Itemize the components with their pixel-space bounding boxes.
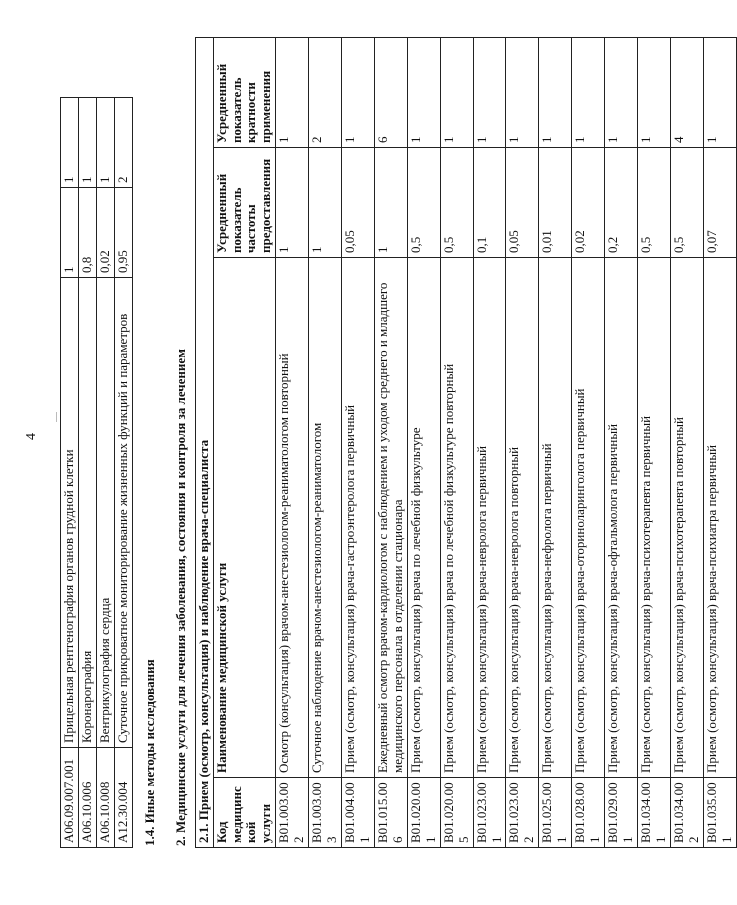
rotated-document <box>60 38 734 848</box>
section-2-heading: 2. Медицинские услуги для лечения заболевания, состояния и контроля за лечением <box>172 348 188 846</box>
cell-code: B01.023.001 <box>473 778 506 848</box>
cell-code: A06.10.008 <box>96 748 114 848</box>
cell-code: A12.30.004 <box>114 748 132 848</box>
cell-multiplicity: 1 <box>342 37 375 147</box>
cell-code: B01.025.001 <box>539 778 572 848</box>
cell-service-name: Прием (осмотр, консультация) врача-психотерапевта первичный <box>637 258 670 778</box>
cell-multiplicity: 2 <box>114 98 132 188</box>
page-number: 4 <box>24 433 39 440</box>
cell-code: B01.020.001 <box>407 778 440 848</box>
cell-service-name: Прием (осмотр, консультация) врача-оториноларинголога первичный <box>572 258 605 778</box>
table-main <box>195 37 737 848</box>
section-1-4-heading: 1.4. Иные методы исследования <box>141 659 157 846</box>
cell-frequency: 0,05 <box>342 148 375 258</box>
scan-mark <box>56 412 57 422</box>
table-row <box>407 37 440 847</box>
cell-multiplicity: 1 <box>703 37 736 147</box>
cell-service-name: Ежедневный осмотр врачом-кардиологом с наблюдением и уходом среднего и младшего медицинского персонала в отделении стационара <box>374 258 407 778</box>
cell-service-name: Вентрикулография сердца <box>96 278 114 748</box>
cell-frequency: 0,2 <box>605 148 638 258</box>
cell-frequency: 0,07 <box>703 148 736 258</box>
cell-frequency: 0,05 <box>506 148 539 258</box>
cell-service-name: Прием (осмотр, консультация) врача-невролога повторный <box>506 258 539 778</box>
cell-frequency: 1 <box>61 188 79 278</box>
cell-code: B01.003.002 <box>276 778 309 848</box>
cell-code: B01.028.001 <box>572 778 605 848</box>
cell-service-name: Прием (осмотр, консультация) врача-нефролога первичный <box>539 258 572 778</box>
cell-multiplicity: 1 <box>605 37 638 147</box>
cell-code: B01.029.001 <box>605 778 638 848</box>
cell-code: A06.10.006 <box>78 748 96 848</box>
header-multiplicity: Усредненный показатель кратности применения <box>213 37 276 147</box>
table-row <box>309 37 342 847</box>
table-row <box>670 37 703 847</box>
cell-multiplicity: 1 <box>506 37 539 147</box>
cell-multiplicity: 4 <box>670 37 703 147</box>
table-top <box>60 97 133 848</box>
table-row <box>440 37 473 847</box>
cell-frequency: 0,1 <box>473 148 506 258</box>
cell-service-name: Суточное прикроватное мониторирование жизненных функций и параметров <box>114 278 132 748</box>
cell-frequency: 0,95 <box>114 188 132 278</box>
table-row <box>473 37 506 847</box>
cell-multiplicity: 1 <box>78 98 96 188</box>
cell-service-name: Прием (осмотр, консультация) врача-гастроэнтеролога первичный <box>342 258 375 778</box>
cell-code: B01.020.005 <box>440 778 473 848</box>
section-2-1-row <box>195 37 213 847</box>
table-row <box>637 37 670 847</box>
cell-code: B01.035.001 <box>703 778 736 848</box>
cell-service-name: Прием (осмотр, консультация) врача по лечебной физкультуре повторный <box>440 258 473 778</box>
cell-multiplicity: 1 <box>539 37 572 147</box>
cell-frequency: 0,5 <box>440 148 473 258</box>
header-name: Наименование медицинской услуги <box>213 258 276 778</box>
cell-frequency: 0,8 <box>78 188 96 278</box>
cell-code: B01.023.002 <box>506 778 539 848</box>
cell-multiplicity: 1 <box>407 37 440 147</box>
table-row <box>342 37 375 847</box>
cell-code: A06.09.007.001 <box>61 748 79 848</box>
cell-code: B01.004.001 <box>342 778 375 848</box>
table-main-body <box>276 37 736 847</box>
cell-multiplicity: 1 <box>61 98 79 188</box>
cell-multiplicity: 1 <box>637 37 670 147</box>
table-row <box>605 37 638 847</box>
table-row <box>78 98 96 848</box>
cell-frequency: 1 <box>374 148 407 258</box>
cell-service-name: Прием (осмотр, консультация) врача по лечебной физкультуре <box>407 258 440 778</box>
cell-service-name: Суточное наблюдение врачом-анестезиологом-реаниматологом <box>309 258 342 778</box>
cell-service-name: Осмотр (консультация) врачом-анестезиологом-реаниматологом повторный <box>276 258 309 778</box>
cell-service-name: Прием (осмотр, консультация) врача-невролога первичный <box>473 258 506 778</box>
cell-multiplicity: 1 <box>276 37 309 147</box>
cell-frequency: 0,5 <box>407 148 440 258</box>
cell-multiplicity: 1 <box>473 37 506 147</box>
header-code: Код медицинской услуги <box>213 778 276 848</box>
table-row <box>506 37 539 847</box>
cell-service-name: Прием (осмотр, консультация) врача-психотерапевта повторный <box>670 258 703 778</box>
table-row <box>703 37 736 847</box>
table-row <box>96 98 114 848</box>
table-row <box>276 37 309 847</box>
table-header-row <box>213 37 276 847</box>
header-frequency: Усредненный показатель частоты предоставления <box>213 148 276 258</box>
cell-service-name: Прицельная рентгенография органов грудной клетки <box>61 278 79 748</box>
cell-frequency: 1 <box>309 148 342 258</box>
cell-code: B01.003.003 <box>309 778 342 848</box>
table-row <box>572 37 605 847</box>
cell-code: B01.015.006 <box>374 778 407 848</box>
cell-frequency: 0,5 <box>670 148 703 258</box>
section-2-1-heading: 2.1. Прием (осмотр, консультация) и наблюдение врача-специалиста <box>195 37 213 847</box>
cell-frequency: 0,02 <box>96 188 114 278</box>
cell-frequency: 0,5 <box>637 148 670 258</box>
cell-multiplicity: 2 <box>309 37 342 147</box>
cell-multiplicity: 1 <box>572 37 605 147</box>
table-row <box>61 98 79 848</box>
cell-service-name: Прием (осмотр, консультация) врача-офтальмолога первичный <box>605 258 638 778</box>
cell-code: B01.034.002 <box>670 778 703 848</box>
table-top-body <box>61 98 133 848</box>
table-row <box>539 37 572 847</box>
cell-frequency: 0,02 <box>572 148 605 258</box>
cell-multiplicity: 1 <box>96 98 114 188</box>
cell-multiplicity: 1 <box>440 37 473 147</box>
cell-frequency: 0,01 <box>539 148 572 258</box>
cell-code: B01.034.001 <box>637 778 670 848</box>
cell-multiplicity: 6 <box>374 37 407 147</box>
table-row <box>114 98 132 848</box>
cell-frequency: 1 <box>276 148 309 258</box>
cell-service-name: Прием (осмотр, консультация) врача-психиатра первичный <box>703 258 736 778</box>
cell-service-name: Коронарография <box>78 278 96 748</box>
table-row <box>374 37 407 847</box>
